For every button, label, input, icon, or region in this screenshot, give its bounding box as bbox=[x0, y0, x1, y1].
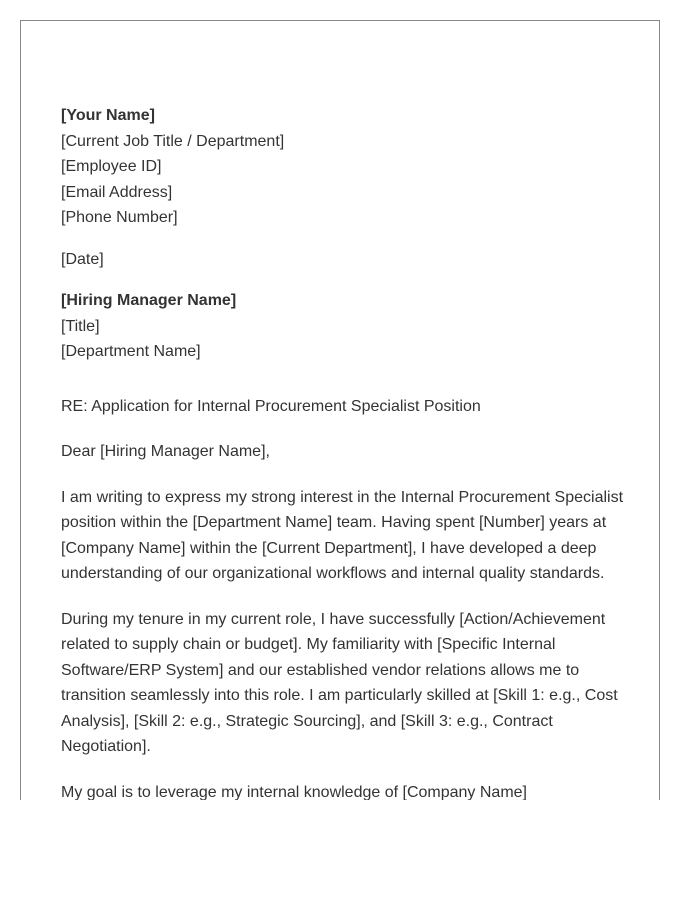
letter-date: [Date] bbox=[61, 250, 104, 268]
salutation-block bbox=[61, 439, 626, 465]
subject-line bbox=[61, 394, 626, 420]
sender-name: [Your Name] bbox=[61, 107, 155, 124]
recipient-name: [Hiring Manager Name] bbox=[61, 292, 237, 309]
recipient-department: [Department Name] bbox=[61, 343, 201, 360]
letter-page bbox=[20, 20, 660, 800]
sender-employee-id: [Employee ID] bbox=[61, 158, 162, 175]
sender-job-title: [Current Job Title / Department] bbox=[61, 132, 285, 150]
paragraph-goal: My goal is to leverage my internal knowledge of [Company Name] bbox=[61, 783, 527, 800]
salutation: Dear [Hiring Manager Name], bbox=[61, 443, 270, 460]
recipient-block bbox=[61, 288, 626, 365]
sender-email: [Email Address] bbox=[61, 183, 173, 201]
subject-text: RE: Application for Internal Procurement Specialist Position bbox=[61, 397, 481, 415]
sender-phone: [Phone Number] bbox=[61, 209, 178, 226]
sender-block bbox=[61, 103, 626, 231]
date-block bbox=[61, 247, 626, 273]
paragraph-experience: During my tenure in my current role, I have successfully [Action/Achievement related to supply chain or budget]. My familiarity with [Specific Internal Software/ERP System] and our established vendor relations allows me to transition seamlessly into this role. I am particularly skilled at [Skill 1: e.g., Cost Analysis], [Skill 2: e.g., Strategic Sourcing], and [Skill 3: e.g., Contract Negotiation]. bbox=[61, 610, 618, 755]
letter-body bbox=[61, 103, 626, 800]
recipient-title: [Title] bbox=[61, 317, 100, 335]
paragraph-intro: I am writing to express my strong interest in the Internal Procurement Specialist position within the [Department Name] team. Having spent [Number] years at [Company Name] within the [Current Department], I have developed a deep understanding of our organizational workflows and internal quality standards. bbox=[61, 488, 624, 582]
